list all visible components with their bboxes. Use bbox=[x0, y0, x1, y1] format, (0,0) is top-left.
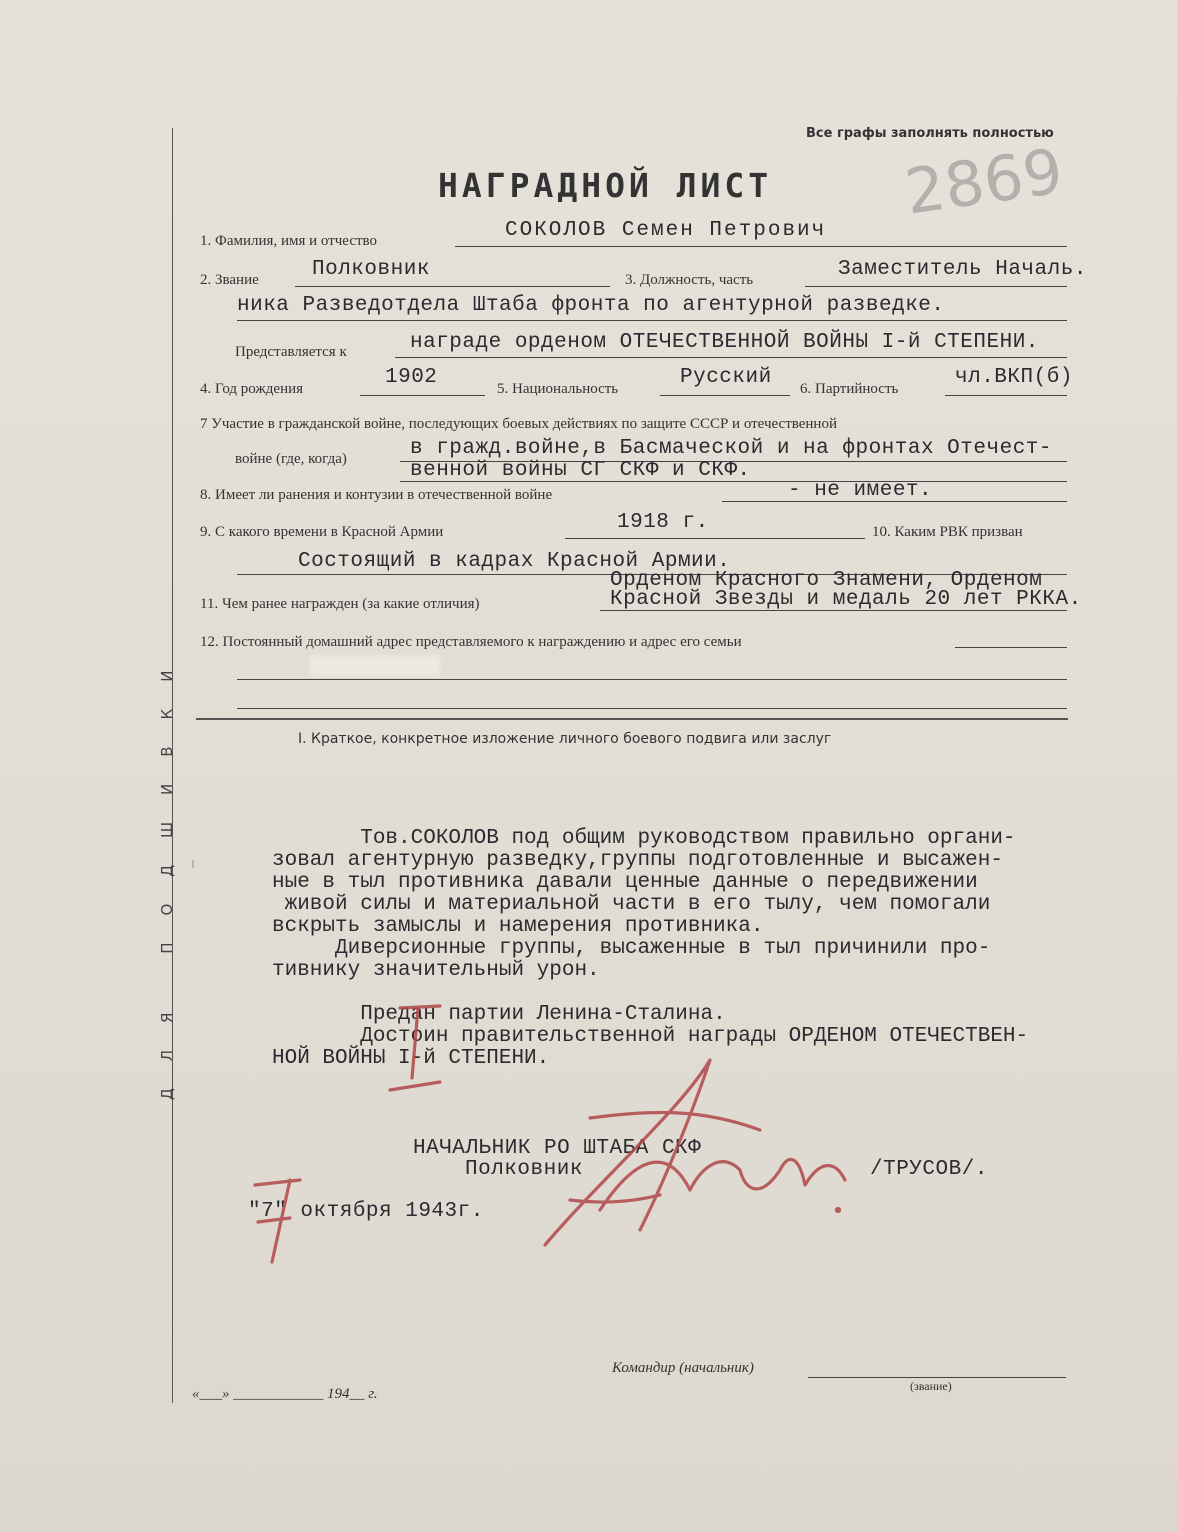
signature-stroke bbox=[600, 1159, 845, 1210]
field-11-value-2: Красной Звезды и медаль 20 лет РККА. bbox=[610, 588, 1082, 611]
commander-label: Командир (начальник) bbox=[612, 1360, 754, 1376]
field-5-value: Русский bbox=[680, 366, 772, 389]
field-6-value: чл.ВКП(б) bbox=[955, 366, 1073, 389]
field-11-value-1: Орденом Красного Знамени, Орденом bbox=[610, 569, 1043, 592]
field-7-label-2: войне (где, когда) bbox=[235, 451, 347, 467]
field-4-value: 1902 bbox=[385, 366, 438, 389]
header-note: Все графы заполнять полностью bbox=[806, 126, 1054, 141]
signature-stroke bbox=[837, 1209, 840, 1212]
body-line: живой силы и материальной части в его тылу, чем помогали bbox=[272, 893, 991, 916]
field-7-label: 7 Участие в гражданской войне, последующих боевых действиях по защите СССР и отечественной bbox=[200, 416, 837, 432]
field-7-value-1: в гражд.войне,в Басмаческой и на фронтах Отечест- bbox=[410, 437, 1053, 460]
binding-margin-text: ДЛЯ ПОДШИВКИ bbox=[158, 643, 176, 1100]
red-correction-mark bbox=[400, 1006, 440, 1008]
footer-date: «___» ____________ 194__ г. bbox=[192, 1386, 378, 1402]
signer-rank: Полковник bbox=[465, 1158, 583, 1181]
signer-name: /ТРУСОВ/. bbox=[870, 1158, 988, 1181]
red-correction-mark bbox=[412, 1008, 418, 1078]
body-line: ные в тыл противника давали ценные данные о передвижении bbox=[272, 871, 978, 894]
body-line: вскрыть замыслы и намерения противника. bbox=[272, 915, 764, 938]
signature-stroke bbox=[590, 1112, 760, 1130]
field-12-label: 12. Постоянный домашний адрес представляемого к награждению и адрес его семьи bbox=[200, 634, 742, 650]
red-date-mark bbox=[258, 1218, 290, 1222]
body-line: зовал агентурную разведку,группы подготовленные и высажен- bbox=[272, 849, 1003, 872]
field-7-value-2: венной войны СГ СКФ и СКФ. bbox=[410, 459, 751, 482]
presented-label: Представляется к bbox=[235, 344, 347, 360]
field-9-value: 1918 г. bbox=[617, 511, 709, 534]
field-3-label: 3. Должность, часть bbox=[625, 272, 754, 288]
presented-value: награде орденом ОТЕЧЕСТВЕННОЙ ВОЙНЫ I-й СТЕПЕНИ. bbox=[410, 331, 1039, 354]
page-title: НАГРАДНОЙ ЛИСТ bbox=[438, 166, 773, 205]
body-line: НОЙ ВОЙНЫ I-й СТЕПЕНИ. bbox=[272, 1047, 550, 1070]
field-9-label: 9. С какого времени в Красной Армии bbox=[200, 524, 444, 540]
field-6-label: 6. Партийность bbox=[800, 381, 899, 397]
body-line: Достоин правительственной награды ОРДЕНОМ ОТЕЧЕСТВЕН- bbox=[272, 1025, 1029, 1048]
body-line: Предан партии Ленина-Сталина. bbox=[272, 1003, 726, 1026]
signature-stroke bbox=[570, 1195, 660, 1202]
signer-position: НАЧАЛЬНИК РО ШТАБА СКФ bbox=[413, 1137, 702, 1160]
red-correction-mark bbox=[390, 1082, 440, 1090]
pencil-registry-number: 2869 bbox=[900, 134, 1068, 229]
field-2-label: 2. Звание bbox=[200, 272, 259, 288]
section-title: I. Краткое, конкретное изложение личного боевого подвига или заслуг bbox=[298, 731, 832, 747]
body-line: Диверсионные группы, высаженные в тыл причинили про- bbox=[272, 937, 991, 960]
field-11-label: 11. Чем ранее награжден (за какие отличия) bbox=[200, 596, 480, 612]
field-5-label: 5. Национальность bbox=[497, 381, 619, 397]
field-4-label: 4. Год рождения bbox=[200, 381, 304, 397]
field-2-value: Полковник bbox=[312, 258, 430, 281]
field-8-label: 8. Имеет ли ранения и контузии в отечественной войне bbox=[200, 487, 553, 503]
body-line: Тов.СОКОЛОВ под общим руководством правильно органи- bbox=[272, 827, 1016, 850]
rank-label: (звание) bbox=[910, 1379, 952, 1393]
field-10-value: Состоящий в кадрах Красной Армии. bbox=[298, 550, 731, 573]
signature-stroke bbox=[545, 1060, 710, 1245]
document-date: "7" октября 1943г. bbox=[248, 1200, 484, 1223]
field-1-value: СОКОЛОВ Семен Петрович bbox=[505, 219, 827, 242]
field-10-label: 10. Каким РВК призван bbox=[872, 524, 1023, 540]
field-3-value-cont: ника Разведотдела Штаба фронта по агентурной разведке. bbox=[237, 294, 945, 317]
red-date-mark bbox=[255, 1180, 300, 1185]
field-1-label: 1. Фамилия, имя и отчество bbox=[200, 233, 378, 249]
field-8-value: - не имеет. bbox=[788, 479, 933, 502]
body-line: тивнику значительный урон. bbox=[272, 959, 600, 982]
field-3-value: Заместитель Началь. bbox=[838, 258, 1087, 281]
